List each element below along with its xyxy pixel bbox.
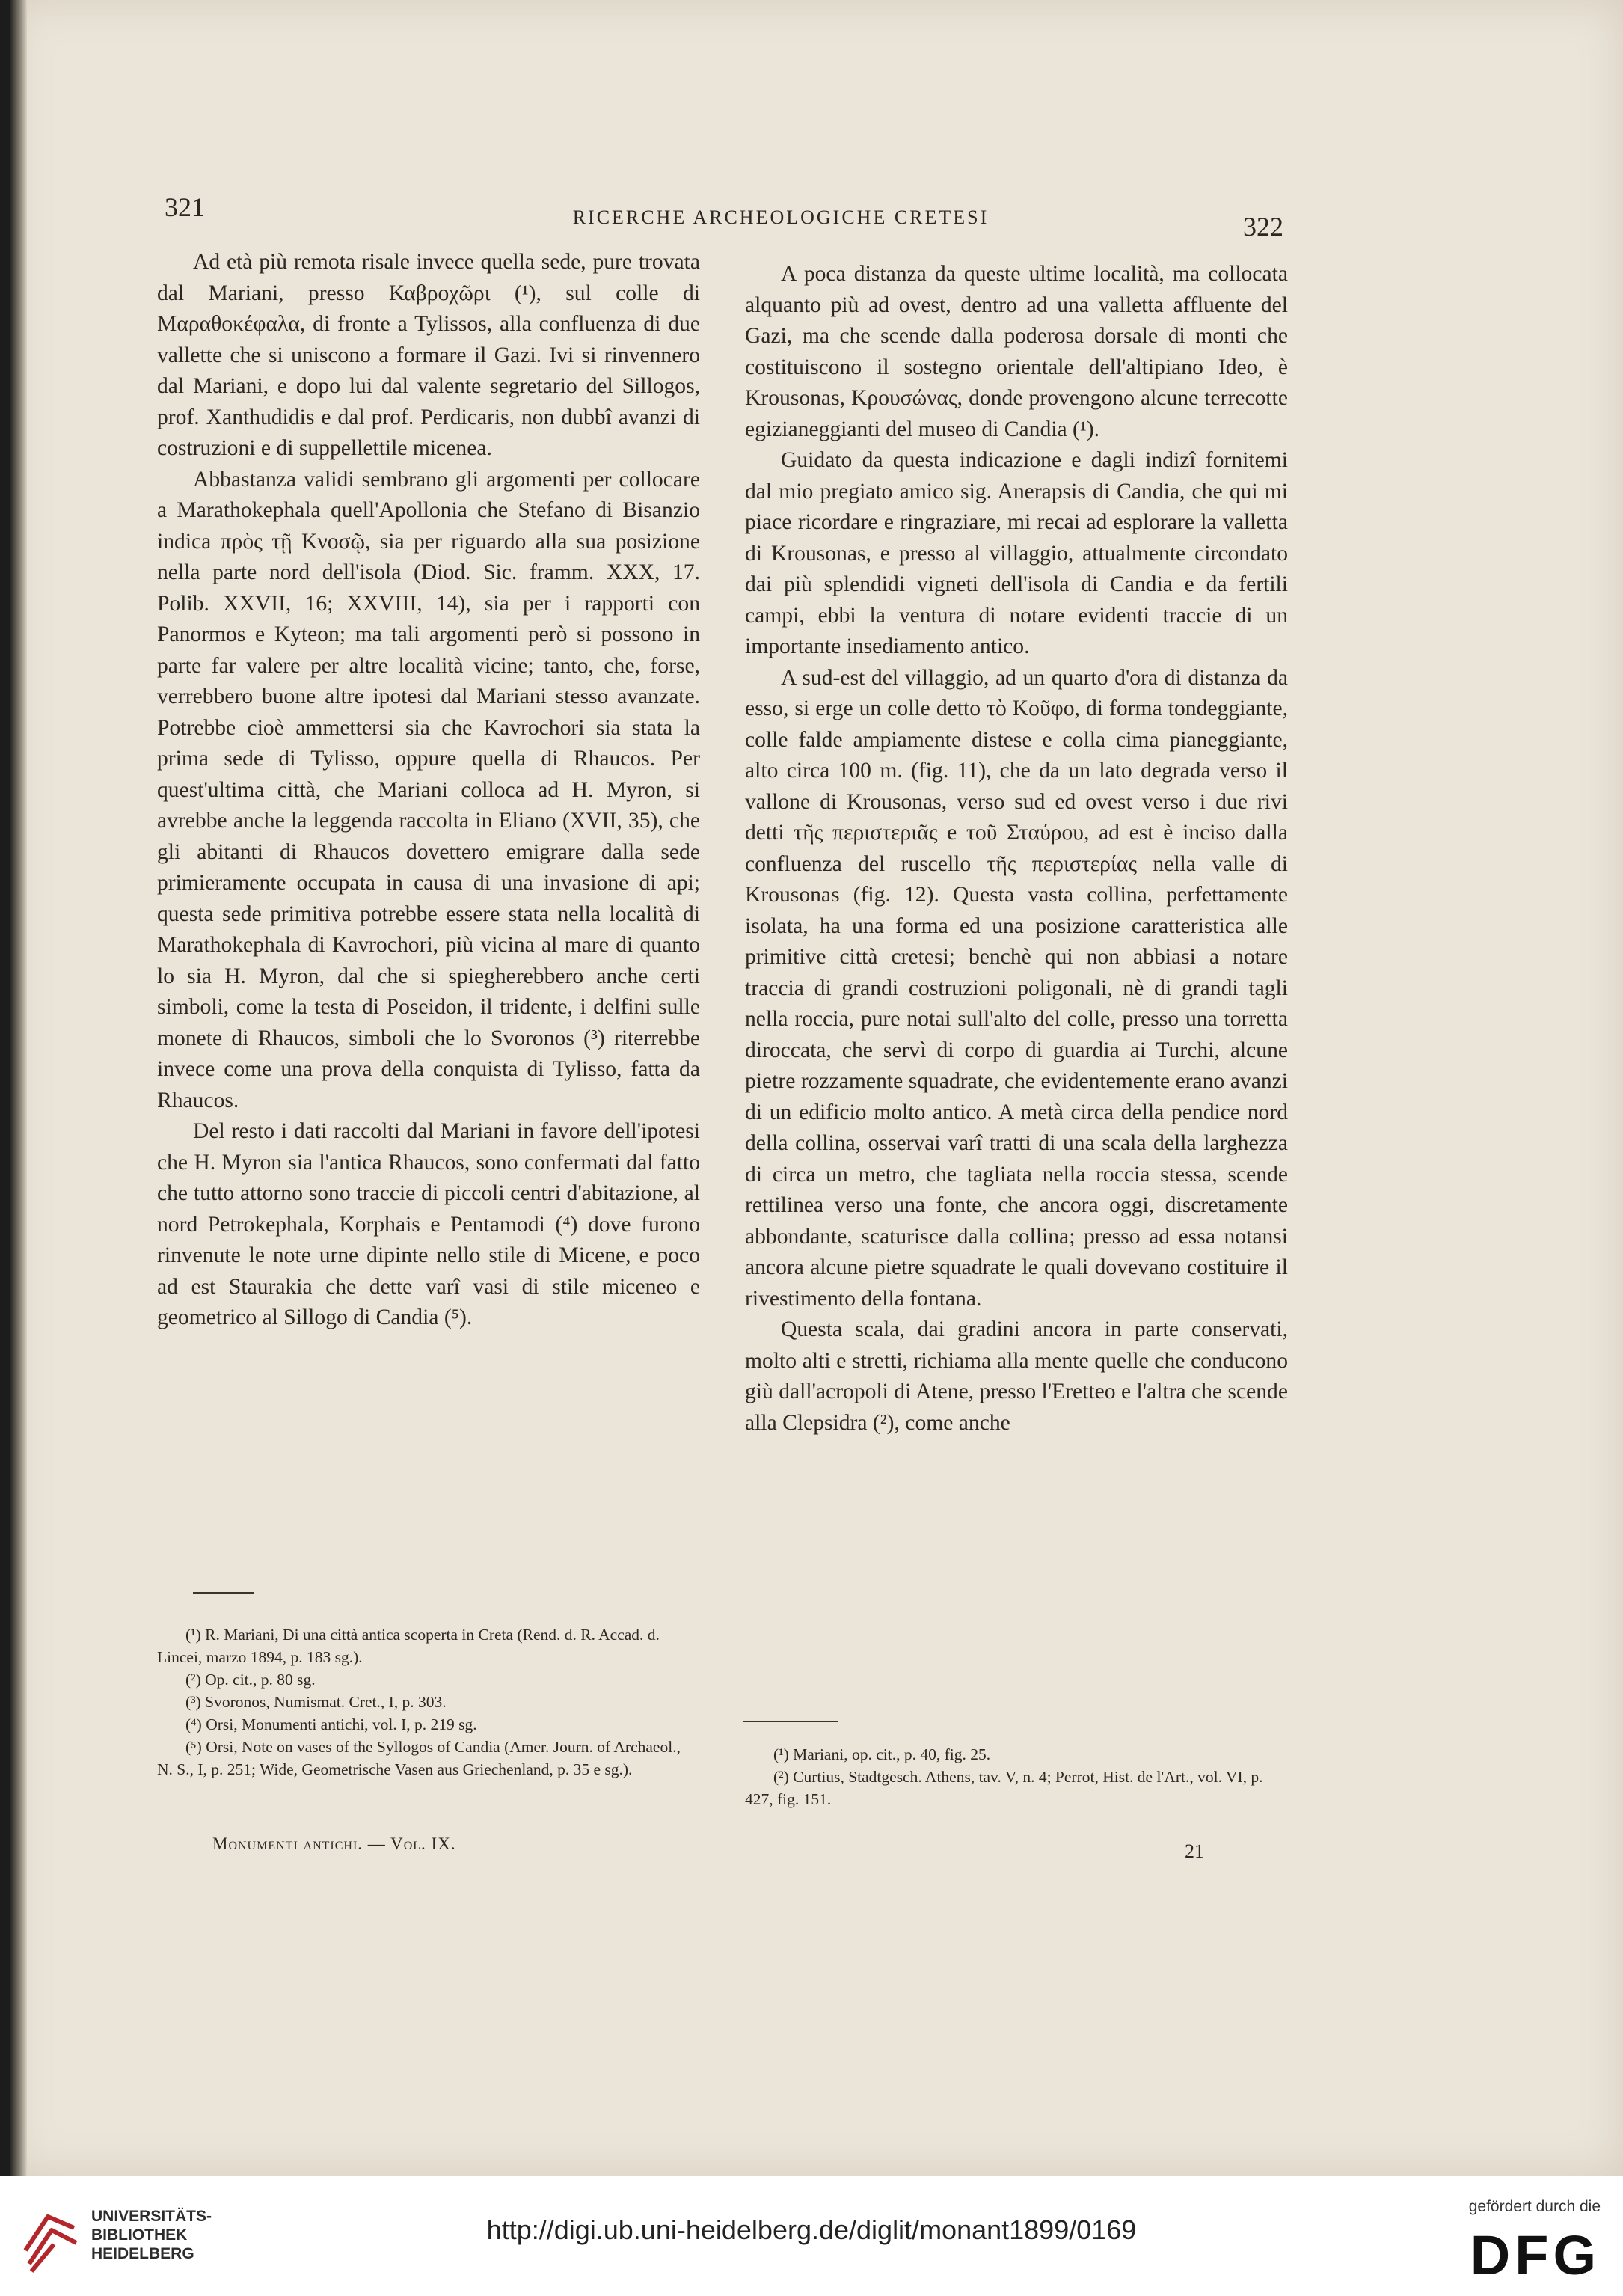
left-column-body: [157, 247, 700, 1334]
scanned-page: [10, 0, 1623, 2176]
running-head: RICERCHE ARCHEOLOGICHE CRETESI: [572, 206, 990, 228]
footnote: (⁴) Orsi, Monumenti antichi, vol. I, p. 219 sg.: [185, 1715, 477, 1733]
page-number-right: 322: [1243, 212, 1283, 242]
right-paragraph-2: Guidato da questa indicazione e dagli indizî fornitemi dal mio pregiato amico sig. Anerapsis di Candia, che qui mi piace ricordare e ringraziare, mi recai ad esplorare la valletta di Krousonas, e presso al villaggio, attualmente circondato dai più splendidi vigneti dell'isola di Candia e da fertili campi, ebbi la ventura di notare evidenti traccie di un importante insediamento antico.: [745, 448, 1288, 658]
university-library-name: UNIVERSITÄTS- BIBLIOTHEK HEIDELBERG: [91, 2208, 212, 2262]
footnote: (²) Curtius, Stadtgesch. Athens, tav. V, n. 4; Perrot, Hist. de l'Art., vol. VI, p. 427, fig. 151.: [745, 1768, 1263, 1808]
permalink-url[interactable]: http://digi.ub.uni-heidelberg.de/diglit/monant1899/0169: [486, 2214, 1137, 2245]
right-footnotes: [745, 1743, 1288, 1810]
signature-number: 21: [1185, 1840, 1204, 1862]
footnote: (²) Op. cit., p. 80 sg.: [185, 1671, 316, 1689]
page-number-left: 321: [165, 192, 205, 222]
right-paragraph-1: A poca distanza da queste ultime località, ma collocata alquanto più ad ovest, dentro ad una valletta affluente del Gazi, ma che scende dalla poderosa dorsale di monti che costituiscono il sostegno orientale dell'altipiano Ideo, è Krousonas, Κρουσώνας, donde provengono alcune terrecotte egizianeggianti del museo di Candia (¹).: [745, 262, 1288, 441]
right-paragraph-4: Questa scala, dai gradini ancora in parte conservati, molto alti e stretti, richiama alla mente quelle che conducono giù dall'acropoli di Atene, presso l'Eretteo e l'altra che scende alla Clepsidra (²), come anche: [745, 1317, 1288, 1435]
left-paragraph-2: Abbastanza validi sembrano gli argomenti per collocare a Marathokephala quell'Apollonia che Stefano di Bisanzio indica πρὸς τῇ Κνοσῷ, sia per riguardo alla sua posizione nella parte nord dell'isola (Diod. Sic. framm. XXX, 17. Polib. XXVII, 16; XXVIII, 14), sia per i rapporti con Panormos e Kyteon; ma tali argomenti però si possono in parte far valere per altre località vicine; tanto, che, forse, verrebbero buone altre ipotesi dal Mariani stesso avanzate. Potrebbe cioè ammettersi sia che Kavrochori sia stata la prima sede di Tylisso, oppure quella di Rhaucos. Per quest'ultima città, che Mariani colloca ad H. Myron, si avrebbe anche la leggenda raccolta in Eliano (XVII, 35), che gli abitanti di Rhaucos dovettero emigrare dalla sede primieramente occupata in causa di una invasione di api; questa sede primitiva potrebbe essere stata nella località di Marathokephala di Kavrochori, più vicina al mare di quanto lo sia H. Myron, dal che si spiegherebbero anche certi simboli, come la testa di Poseidon, il tridente, i delfini sulle monete di Rhaucos, simboli che lo Svoronos (³) riterrebbe invece come una prova della conquista di Tylisso, fatta da Rhaucos.: [157, 467, 700, 1112]
signature-mark: Monumenti antichi. — Vol. IX.: [212, 1834, 456, 1853]
footnote: (¹) R. Mariani, Di una città antica scoperta in Creta (Rend. d. R. Accad. d. Lincei, marzo 1894, p. 183 sg.).: [157, 1626, 660, 1666]
dfg-logo: DFG: [1470, 2224, 1601, 2286]
left-paragraph-1: Ad età più remota risale invece quella sede, pure trovata dal Mariani, presso Καβροχῶρι (¹), sul colle di Μαραθοκέφαλα, di fronte a Tylissos, alla confluenza di due vallette che si uniscono a formare il Gazi. Ivi si rinvennero dal Mariani, e dopo lui dal valente segretario del Sillogos, prof. Xanthudidis e dal prof. Perdicaris, non dubbî avanzi di costruzioni e di suppellettile micenea.: [157, 250, 700, 460]
footnote: (¹) Mariani, op. cit., p. 40, fig. 25.: [773, 1745, 991, 1763]
left-footnotes: [157, 1623, 700, 1781]
footnote: (³) Svoronos, Numismat. Cret., I, p. 303.: [185, 1693, 447, 1711]
footnote-rule-right: [743, 1721, 838, 1722]
viewer-footer: [0, 2176, 1623, 2296]
left-paragraph-3: Del resto i dati raccolti dal Mariani in favore dell'ipotesi che H. Myron sia l'antica Rhaucos, sono confermati dal fatto che tutto attorno sono traccie di piccoli centri d'abitazione, al nord Petrokephala, Korphais e Pentamodi (⁴) dove furono rinvenute le note urne dipinte nello stile di Micene, e poco ad est Staurakia che dette varî vasi di stile miceneo e geometrico al Sillogo di Candia (⁵).: [157, 1119, 700, 1329]
right-paragraph-3: A sud-est del villaggio, ad un quarto d'ora di distanza da esso, si erge un colle detto τὸ Κοῦφο, di forma tondeggiante, colle falde ampiamente distese e colla cima pianeggiante, alto circa 100 m. (fig. 11), che da un lato degrada verso il vallone di Krousonas, verso sud ed ovest verso i due rivi detti τῆς περιστεριᾶς e τοῦ Σταύρου, ad est è inciso dalla confluenza del ruscello τῆς περιστερίας nella valle di Krousonas (fig. 12). Questa vasta collina, perfettamente isolata, ha una forma ed una posizione caratteristica alle primitive città cretesi; benchè qui non abbiasi a notare traccia di grandi costruzioni poligonali, nè di grandi tagli nella roccia, pure notai sull'alto del colle, presso una torretta diroccata, che servì di corpo di guardia ai Turchi, alcune pietre rozzamente squadrate, che evidentemente erano avanzi di un edificio molto antico. A metà circa della pendice nord della collina, osservai varî tratti di una scala della larghezza di circa un metro, che tagliata nella roccia stessa, scende rettilinea verso una fonte, che ancora oggi, discretamente abbondante, scaturisce dalla collina; presso ad essa notansi ancora alcune pietre squadrate le quali dovevano costituire il rivestimento della fontana.: [745, 665, 1288, 1311]
footnote: (⁵) Orsi, Note on vases of the Syllogos of Candia (Amer. Journ. of Archaeol., N. S., I, p. 251; Wide, Geometrische Vasen aus Griechenland, p. 35 e sg.).: [157, 1738, 681, 1778]
right-column-body: [745, 259, 1288, 1439]
funding-label: gefördert durch die: [1468, 2198, 1601, 2215]
page-binding-edge: [10, 0, 27, 2176]
footnote-rule-left: [193, 1592, 254, 1594]
